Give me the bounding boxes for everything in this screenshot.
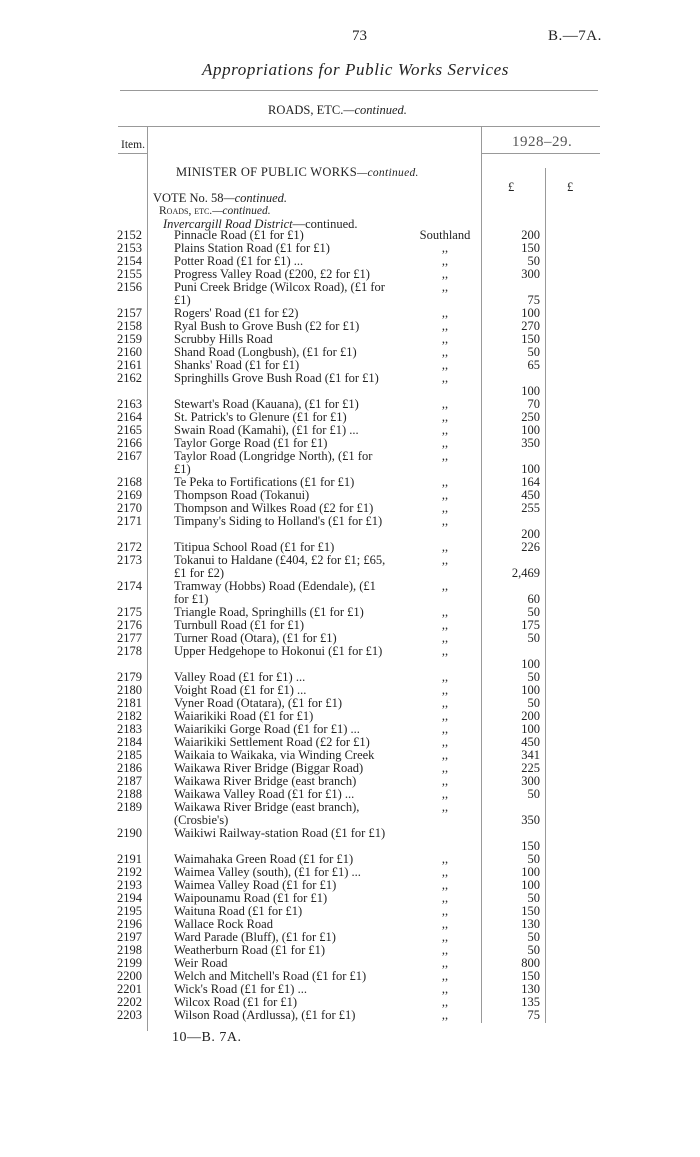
footer-signature: 10—B. 7A.: [172, 1030, 242, 1045]
road-name: Tokanui to Haldane (£404, £2 for £1; £65, £1 for £2): [174, 553, 386, 580]
item-number: 2190: [117, 826, 142, 840]
district-name: ,,: [441, 969, 449, 983]
road-name: Wick's Road (£1 for £1) ...: [174, 982, 307, 996]
district-name: ,,: [441, 878, 449, 892]
item-number: 2159: [117, 332, 142, 346]
section-title-label: ROADS, ETC.: [268, 103, 344, 117]
road-name: Voight Road (£1 for £1) ...: [174, 683, 307, 697]
vote-heading: [153, 191, 287, 206]
amount-value: 50: [527, 787, 540, 801]
district-name: ,,: [441, 605, 449, 619]
district-name: Southland: [419, 228, 471, 242]
road-name: Waimahaka Green Road (£1 for £1): [174, 852, 354, 866]
item-number: 2165: [117, 423, 142, 437]
item-column-header: Item.: [121, 139, 145, 151]
district-name: ,,: [441, 930, 449, 944]
amount-value: 100: [521, 423, 540, 437]
year-column-header: 1928–29.: [512, 134, 573, 150]
road-name: Wallace Rock Road: [174, 917, 273, 931]
item-number: 2184: [117, 735, 142, 749]
item-number: 2202: [117, 995, 142, 1009]
district-name: ,,: [441, 553, 449, 567]
item-number: 2196: [117, 917, 142, 931]
amount-value: 150: [521, 969, 540, 983]
amount-value: 350: [521, 436, 540, 450]
district-name: ,,: [441, 787, 449, 801]
item-number: 2156: [117, 280, 142, 294]
amount-value: 50: [527, 345, 540, 359]
district-name: ,,: [441, 436, 449, 450]
amount-value: 65: [527, 358, 540, 372]
district-name: ,,: [441, 423, 449, 437]
road-name: Taylor Road (Longridge North), (£1 for £1): [174, 449, 373, 476]
district-name: ,,: [441, 644, 449, 658]
item-number: 2172: [117, 540, 142, 554]
item-number: 2169: [117, 488, 142, 502]
road-name: Thompson Road (Tokanui): [174, 488, 310, 502]
district-name: ,,: [441, 852, 449, 866]
road-name: Titipua School Road (£1 for £1): [174, 540, 335, 554]
district-name: ,,: [441, 319, 449, 333]
minister-heading: [176, 165, 419, 180]
amount-value: 225: [521, 761, 540, 775]
district-name: ,,: [441, 995, 449, 1009]
amount-value: 50: [527, 254, 540, 268]
district-name: ,,: [441, 501, 449, 515]
item-number: 2195: [117, 904, 142, 918]
item-number: 2200: [117, 969, 142, 983]
currency-symbol-1: £: [508, 180, 515, 194]
district-name: ,,: [441, 904, 449, 918]
road-name: Valley Road (£1 for £1) ...: [174, 670, 306, 684]
road-name: Waikawa River Bridge (Biggar Road): [174, 761, 364, 775]
item-number: 2188: [117, 787, 142, 801]
amount-value: 164: [521, 475, 540, 489]
document-reference: B.—7A.: [548, 28, 602, 44]
page-number: 73: [352, 28, 367, 44]
road-name: Waipounamu Road (£1 for £1): [174, 891, 328, 905]
amount-value: 100: [521, 683, 540, 697]
district-name: ,,: [441, 540, 449, 554]
item-number: 2154: [117, 254, 142, 268]
item-number: 2167: [117, 449, 142, 463]
category-suffix: —continued.: [212, 205, 271, 217]
amount-value: 50: [527, 943, 540, 957]
road-name: Ward Parade (Bluff), (£1 for £1): [174, 930, 336, 944]
item-number: 2158: [117, 319, 142, 333]
item-number: 2162: [117, 371, 142, 385]
amount-value: 255: [521, 501, 540, 515]
amount-value: 350: [521, 813, 540, 827]
amount-value: 135: [521, 995, 540, 1009]
road-name: Timpany's Siding to Holland's (£1 for £1): [174, 514, 383, 528]
district-name: ,,: [441, 722, 449, 736]
district-name: ,,: [441, 332, 449, 346]
item-number: 2193: [117, 878, 142, 892]
road-name: Waiarikiki Gorge Road (£1 for £1) ...: [174, 722, 360, 736]
amount-value: 150: [521, 241, 540, 255]
amount-value: 200: [521, 228, 540, 242]
district-name: ,,: [441, 254, 449, 268]
minister-suffix: —continued.: [356, 167, 419, 179]
district-name: ,,: [441, 943, 449, 957]
district-name: ,,: [441, 397, 449, 411]
category-label: Roads, etc.: [159, 205, 213, 217]
district-suffix: —continued.: [292, 217, 358, 231]
item-number: 2198: [117, 943, 142, 957]
item-number: 2187: [117, 774, 142, 788]
item-number: 2203: [117, 1008, 142, 1022]
district-name: ,,: [441, 267, 449, 281]
district-name: ,,: [441, 800, 449, 814]
item-number: 2192: [117, 865, 142, 879]
road-name: Plains Station Road (£1 for £1): [174, 241, 330, 255]
district-name: ,,: [441, 735, 449, 749]
amount-value: 450: [521, 488, 540, 502]
road-name: Waiarikiki Settlement Road (£2 for £1): [174, 735, 370, 749]
district-name: ,,: [441, 891, 449, 905]
amount-value: 150: [521, 332, 540, 346]
road-name: Puni Creek Bridge (Wilcox Road), (£1 for £1): [174, 280, 385, 307]
road-name: Waimea Valley Road (£1 for £1): [174, 878, 337, 892]
vote-suffix: —continued.: [223, 191, 288, 205]
road-name: Stewart's Road (Kauana), (£1 for £1): [174, 397, 359, 411]
item-number: 2177: [117, 631, 142, 645]
road-name: Rogers' Road (£1 for £2): [174, 306, 299, 320]
category-heading: [159, 205, 271, 217]
road-name: Te Peka to Fortifications (£1 for £1): [174, 475, 355, 489]
road-name: Waikawa River Bridge (east branch), (Crosbie's): [174, 800, 360, 827]
district-name: ,,: [441, 241, 449, 255]
amount-value: 70: [527, 397, 540, 411]
item-number: 2157: [117, 306, 142, 320]
road-name: Weatherburn Road (£1 for £1): [174, 943, 326, 957]
road-name: Vyner Road (Otatara), (£1 for £1): [174, 696, 342, 710]
amount-value: 300: [521, 267, 540, 281]
district-name: ,,: [441, 631, 449, 645]
item-number: 2176: [117, 618, 142, 632]
road-name: Tramway (Hobbs) Road (Edendale), (£1 for £1): [174, 579, 376, 606]
road-name: Waimea Valley (south), (£1 for £1) ...: [174, 865, 361, 879]
item-number: 2163: [117, 397, 142, 411]
amount-value: 200: [521, 527, 540, 541]
amount-value: 100: [521, 306, 540, 320]
road-name: Turnbull Road (£1 for £1): [174, 618, 305, 632]
item-number: 2168: [117, 475, 142, 489]
amount-value: 50: [527, 891, 540, 905]
road-name: Shanks' Road (£1 for £1): [174, 358, 300, 372]
minister-label: MINISTER OF PUBLIC WORKS: [176, 165, 357, 179]
district-name: ,,: [441, 514, 449, 528]
year-header-rule: [482, 153, 600, 154]
district-name: ,,: [441, 982, 449, 996]
item-number: 2179: [117, 670, 142, 684]
amount-value: 175: [521, 618, 540, 632]
amount-value: 75: [527, 293, 540, 307]
road-name: Waikawa Valley Road (£1 for £1) ...: [174, 787, 355, 801]
amount-value: 75: [527, 1008, 540, 1022]
second-amount-column-rule: [545, 168, 546, 1023]
road-name: Wilcox Road (£1 for £1): [174, 995, 298, 1009]
amount-value: 300: [521, 774, 540, 788]
item-number: 2181: [117, 696, 142, 710]
district-name: ,,: [441, 280, 449, 294]
amount-value: 270: [521, 319, 540, 333]
item-number: 2182: [117, 709, 142, 723]
road-name: Waikiwi Railway-station Road (£1 for £1): [174, 826, 386, 840]
district-name: ,,: [441, 748, 449, 762]
district-name: ,,: [441, 618, 449, 632]
road-name: St. Patrick's to Glenure (£1 for £1): [174, 410, 347, 424]
road-name: Turner Road (Otara), (£1 for £1): [174, 631, 337, 645]
item-number: 2185: [117, 748, 142, 762]
item-number: 2197: [117, 930, 142, 944]
amount-value: 100: [521, 462, 540, 476]
road-name: Welch and Mitchell's Road (£1 for £1): [174, 969, 367, 983]
amount-value: 450: [521, 735, 540, 749]
road-name: Springhills Grove Bush Road (£1 for £1): [174, 371, 379, 385]
item-number: 2189: [117, 800, 142, 814]
item-number: 2194: [117, 891, 142, 905]
road-name: Pinnacle Road (£1 for £1): [174, 228, 304, 242]
road-name: Weir Road: [174, 956, 228, 970]
item-number: 2152: [117, 228, 142, 242]
vote-label: VOTE No. 58: [153, 191, 224, 205]
item-number: 2199: [117, 956, 142, 970]
amount-value: 50: [527, 670, 540, 684]
amount-value: 100: [521, 722, 540, 736]
amount-value: 800: [521, 956, 540, 970]
road-name: Waikaia to Waikaka, via Winding Creek: [174, 748, 375, 762]
section-title: [268, 103, 407, 118]
amount-value: 50: [527, 631, 540, 645]
item-number: 2161: [117, 358, 142, 372]
district-name: ,,: [441, 306, 449, 320]
amount-value: 100: [521, 657, 540, 671]
road-name: Scrubby Hills Road: [174, 332, 273, 346]
road-name: Triangle Road, Springhills (£1 for £1): [174, 605, 364, 619]
district-name: ,,: [441, 371, 449, 385]
item-number: 2171: [117, 514, 142, 528]
road-name: Progress Valley Road (£200, £2 for £1): [174, 267, 370, 281]
amount-value: 226: [521, 540, 540, 554]
district-name: ,,: [441, 358, 449, 372]
item-number: 2173: [117, 553, 142, 567]
item-header-rule: [118, 153, 148, 154]
district-name: ,,: [441, 696, 449, 710]
table-top-rule: [118, 126, 600, 127]
district-name: ,,: [441, 670, 449, 684]
amount-value: 150: [521, 904, 540, 918]
district-name: ,,: [441, 410, 449, 424]
amount-value: 100: [521, 865, 540, 879]
district-name: ,,: [441, 449, 449, 463]
road-name: Shand Road (Longbush), (£1 for £1): [174, 345, 357, 359]
item-number: 2183: [117, 722, 142, 736]
road-name: Wilson Road (Ardlussa), (£1 for £1): [174, 1008, 356, 1022]
item-number: 2155: [117, 267, 142, 281]
district-label: Invercargill Road District: [163, 217, 293, 231]
road-name: Ryal Bush to Grove Bush (£2 for £1): [174, 319, 360, 333]
district-name: ,,: [441, 917, 449, 931]
item-number: 2191: [117, 852, 142, 866]
amount-value: 2,469: [511, 566, 540, 580]
amount-value: 150: [521, 839, 540, 853]
amount-value: 250: [521, 410, 540, 424]
item-number: 2180: [117, 683, 142, 697]
district-name: ,,: [441, 579, 449, 593]
running-title: Appropriations for Public Works Services: [202, 60, 509, 79]
district-name: ,,: [441, 1008, 449, 1022]
item-number: 2175: [117, 605, 142, 619]
currency-symbol-2: £: [567, 180, 574, 194]
item-number: 2164: [117, 410, 142, 424]
amount-value: 100: [521, 384, 540, 398]
district-name: ,,: [441, 488, 449, 502]
item-number: 2160: [117, 345, 142, 359]
road-name: Waiarikiki Road (£1 for £1): [174, 709, 314, 723]
amount-value: 50: [527, 930, 540, 944]
amount-value: 130: [521, 917, 540, 931]
road-name: Upper Hedgehope to Hokonui (£1 for £1): [174, 644, 383, 658]
road-name: Taylor Gorge Road (£1 for £1): [174, 436, 328, 450]
road-name: Potter Road (£1 for £1) ...: [174, 254, 304, 268]
item-number: 2186: [117, 761, 142, 775]
district-name: ,,: [441, 956, 449, 970]
amount-value: 60: [527, 592, 540, 606]
item-number: 2153: [117, 241, 142, 255]
amount-value: 130: [521, 982, 540, 996]
item-number: 2166: [117, 436, 142, 450]
district-name: ,,: [441, 709, 449, 723]
road-name: Waituna Road (£1 for £1): [174, 904, 303, 918]
amount-value: 100: [521, 878, 540, 892]
amount-value: 50: [527, 696, 540, 710]
amount-value: 341: [521, 748, 540, 762]
road-name: Thompson and Wilkes Road (£2 for £1): [174, 501, 374, 515]
district-name: ,,: [441, 683, 449, 697]
district-name: ,,: [441, 774, 449, 788]
district-name: ,,: [441, 865, 449, 879]
header-rule: [120, 90, 598, 91]
district-name: ,,: [441, 761, 449, 775]
district-name: ,,: [441, 345, 449, 359]
amount-value: 50: [527, 852, 540, 866]
item-number: 2178: [117, 644, 142, 658]
amount-value: 200: [521, 709, 540, 723]
item-number: 2201: [117, 982, 142, 996]
amount-value: 50: [527, 605, 540, 619]
item-number: 2174: [117, 579, 142, 593]
road-name: Swain Road (Kamahi), (£1 for £1) ...: [174, 423, 359, 437]
road-name: Waikawa River Bridge (east branch): [174, 774, 357, 788]
district-name: ,,: [441, 475, 449, 489]
section-title-suffix: —continued.: [343, 103, 407, 117]
item-number: 2170: [117, 501, 142, 515]
